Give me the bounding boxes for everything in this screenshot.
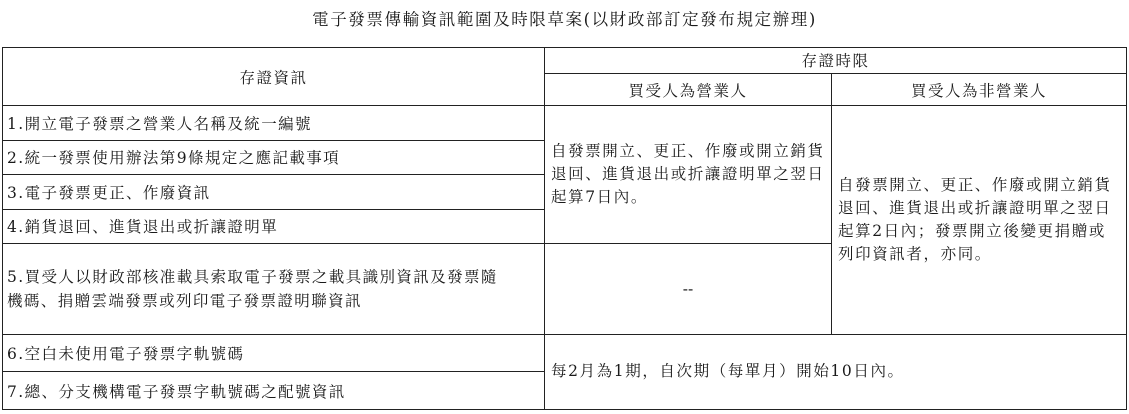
header-buyer-business: 買受人為營業人 xyxy=(545,73,832,105)
table-row-item-3: 3.電子發票更正、作廢資訊 xyxy=(3,175,545,209)
table-row-item-4: 4.銷貨退回、進貨退出或折讓證明單 xyxy=(3,209,545,243)
deadline-business-item-5: -- xyxy=(545,244,832,335)
table-row-item-2: 2.統一發票使用辦法第9條規定之應記載事項 xyxy=(3,140,545,174)
info-deadline-table xyxy=(2,47,1127,410)
header-buyer-non-business: 買受人為非營業人 xyxy=(832,73,1127,105)
table-row-item-6: 6.空白未使用電子發票字軌號碼 xyxy=(3,334,545,372)
table-row-item-7: 7.總、分支機構電子發票字軌號碼之配號資訊 xyxy=(3,372,545,410)
header-storage-info: 存證資訊 xyxy=(3,48,545,106)
deadline-non-business-items-1-5: 自發票開立、更正、作廢或開立銷貨退回、進貨退出或折讓證明單之翌日起算2日內；發票開立後變更捐贈或列印資訊者，亦同。 xyxy=(832,106,1127,334)
table-row-item-1: 1.開立電子發票之營業人名稱及統一編號 xyxy=(3,106,545,140)
table-row-item-5: 5.買受人以財政部核准載具索取電子發票之載具識別資訊及發票隨機碼、捐贈雲端發票或列印電子發票證明聯資訊 xyxy=(3,244,545,335)
deadline-business-items-1-4: 自發票開立、更正、作廢或開立銷貨退回、進貨退出或折讓證明單之翌日起算7日內。 xyxy=(545,106,832,244)
header-storage-deadline: 存證時限 xyxy=(545,48,1127,74)
deadline-items-6-7: 每2月為1期，自次期（每單月）開始10日內。 xyxy=(545,334,1127,409)
document-title: 電子發票傳輸資訊範圍及時限草案(以財政部訂定發布規定辦理) xyxy=(312,10,817,29)
